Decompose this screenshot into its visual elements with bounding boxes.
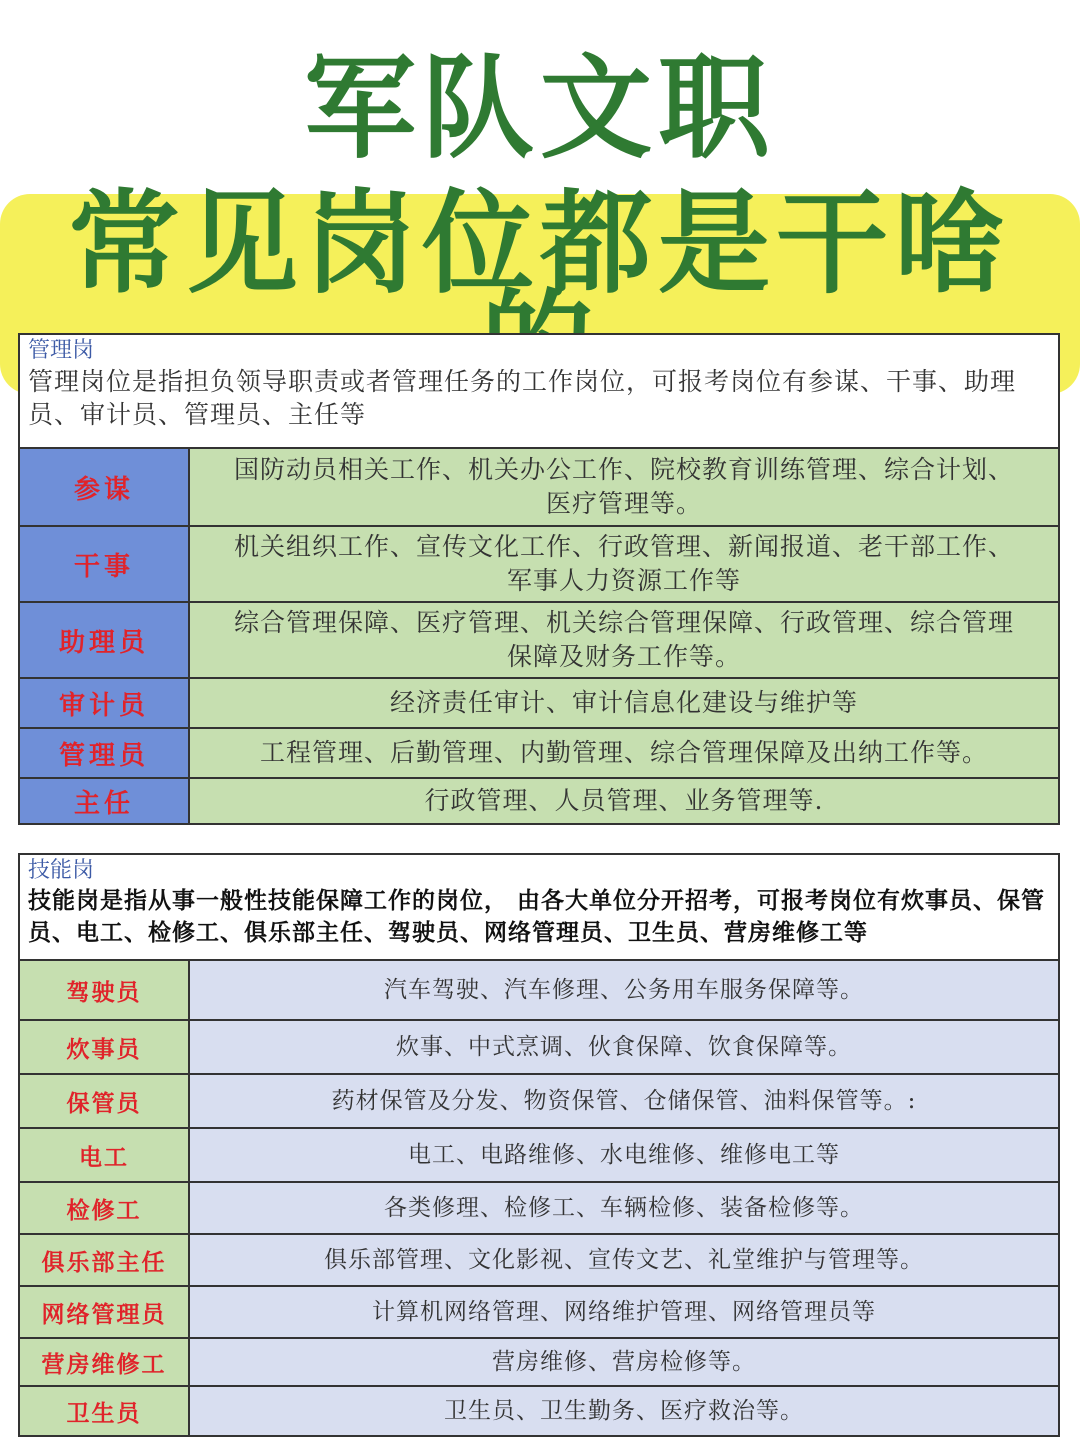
skill-section: [18, 853, 1060, 1437]
position-label: 管理员: [20, 729, 190, 777]
position-description: 计算机网络管理、网络维护管理、网络管理员等: [190, 1287, 1058, 1337]
position-description: 汽车驾驶、汽车修理、公务用车服务保障等。: [190, 961, 1058, 1019]
position-label: 保管员: [20, 1075, 190, 1127]
position-description: 俱乐部管理、文化影视、宣传文艺、礼堂维护与管理等。: [190, 1235, 1058, 1285]
skill-row: [20, 1075, 1058, 1129]
position-description: 经济责任审计、审计信息化建设与维护等: [190, 679, 1058, 727]
position-description: 国防动员相关工作、机关办公工作、院校教育训练管理、综合计划、医疗管理等。: [190, 449, 1058, 525]
management-heading: 管理岗: [28, 338, 95, 363]
position-label: 俱乐部主任: [20, 1235, 190, 1285]
position-label: 炊事员: [20, 1021, 190, 1073]
position-description: 综合管理保障、医疗管理、机关综合管理保障、行政管理、综合管理保障及财务工作等。: [190, 603, 1058, 677]
position-description: 药材保管及分发、物资保管、仓储保管、油料保管等。:: [190, 1075, 1058, 1127]
management-intro: [20, 335, 1058, 449]
position-description: 炊事、中式烹调、伙食保障、饮食保障等。: [190, 1021, 1058, 1073]
management-row: [20, 679, 1058, 729]
management-description: 管理岗位是指担负领导职责或者管理任务的工作岗位，可报考岗位有参谋、干事、助理员、审计员、管理员、主任等: [28, 367, 1017, 429]
skill-row: [20, 1129, 1058, 1183]
position-description: 行政管理、人员管理、业务管理等.: [190, 779, 1058, 823]
skill-row: [20, 1387, 1058, 1435]
management-row: [20, 527, 1058, 603]
position-label: 营房维修工: [20, 1339, 190, 1385]
position-label: 主任: [20, 779, 190, 823]
position-description: 工程管理、后勤管理、内勤管理、综合管理保障及出纳工作等。: [190, 729, 1058, 777]
skill-intro: [20, 855, 1058, 961]
page-title-highlight: 常见岗位都是干啥: [0, 194, 1080, 394]
skill-row: [20, 1287, 1058, 1339]
position-label: 助理员: [20, 603, 190, 677]
management-row: [20, 449, 1058, 527]
position-description: 营房维修、营房检修等。: [190, 1339, 1058, 1385]
position-description: 各类修理、检修工、车辆检修、装备检修等。: [190, 1183, 1058, 1233]
position-description: 机关组织工作、宣传文化工作、行政管理、新闻报道、老干部工作、军事人力资源工作等: [190, 527, 1058, 601]
position-label: 卫生员: [20, 1387, 190, 1435]
position-label: 检修工: [20, 1183, 190, 1233]
page-title-line1: 军队文职: [304, 44, 776, 174]
position-label: 干事: [20, 527, 190, 601]
skill-heading: 技能岗: [28, 858, 95, 883]
skill-row: [20, 961, 1058, 1021]
management-row: [20, 729, 1058, 779]
skill-row: [20, 1021, 1058, 1075]
position-label: 网络管理员: [20, 1287, 190, 1337]
skill-row: [20, 1339, 1058, 1387]
skill-row: [20, 1235, 1058, 1287]
position-description: 电工、电路维修、水电维修、维修电工等: [190, 1129, 1058, 1181]
skill-description: 技能岗是指从事一般性技能保障工作的岗位， 由各大单位分开招考，可报考岗位有炊事员、保管员、电工、检修工、俱乐部主任、驾驶员、网络管理员、卫生员、营房维修工等: [28, 887, 1046, 946]
position-description: 卫生员、卫生勤务、医疗救治等。: [190, 1387, 1058, 1435]
position-label: 驾驶员: [20, 961, 190, 1019]
position-label: 审计员: [20, 679, 190, 727]
management-row: [20, 779, 1058, 823]
management-row: [20, 603, 1058, 679]
skill-row: [20, 1183, 1058, 1235]
position-label: 电工: [20, 1129, 190, 1181]
position-label: 参谋: [20, 449, 190, 525]
management-section: [18, 333, 1060, 825]
